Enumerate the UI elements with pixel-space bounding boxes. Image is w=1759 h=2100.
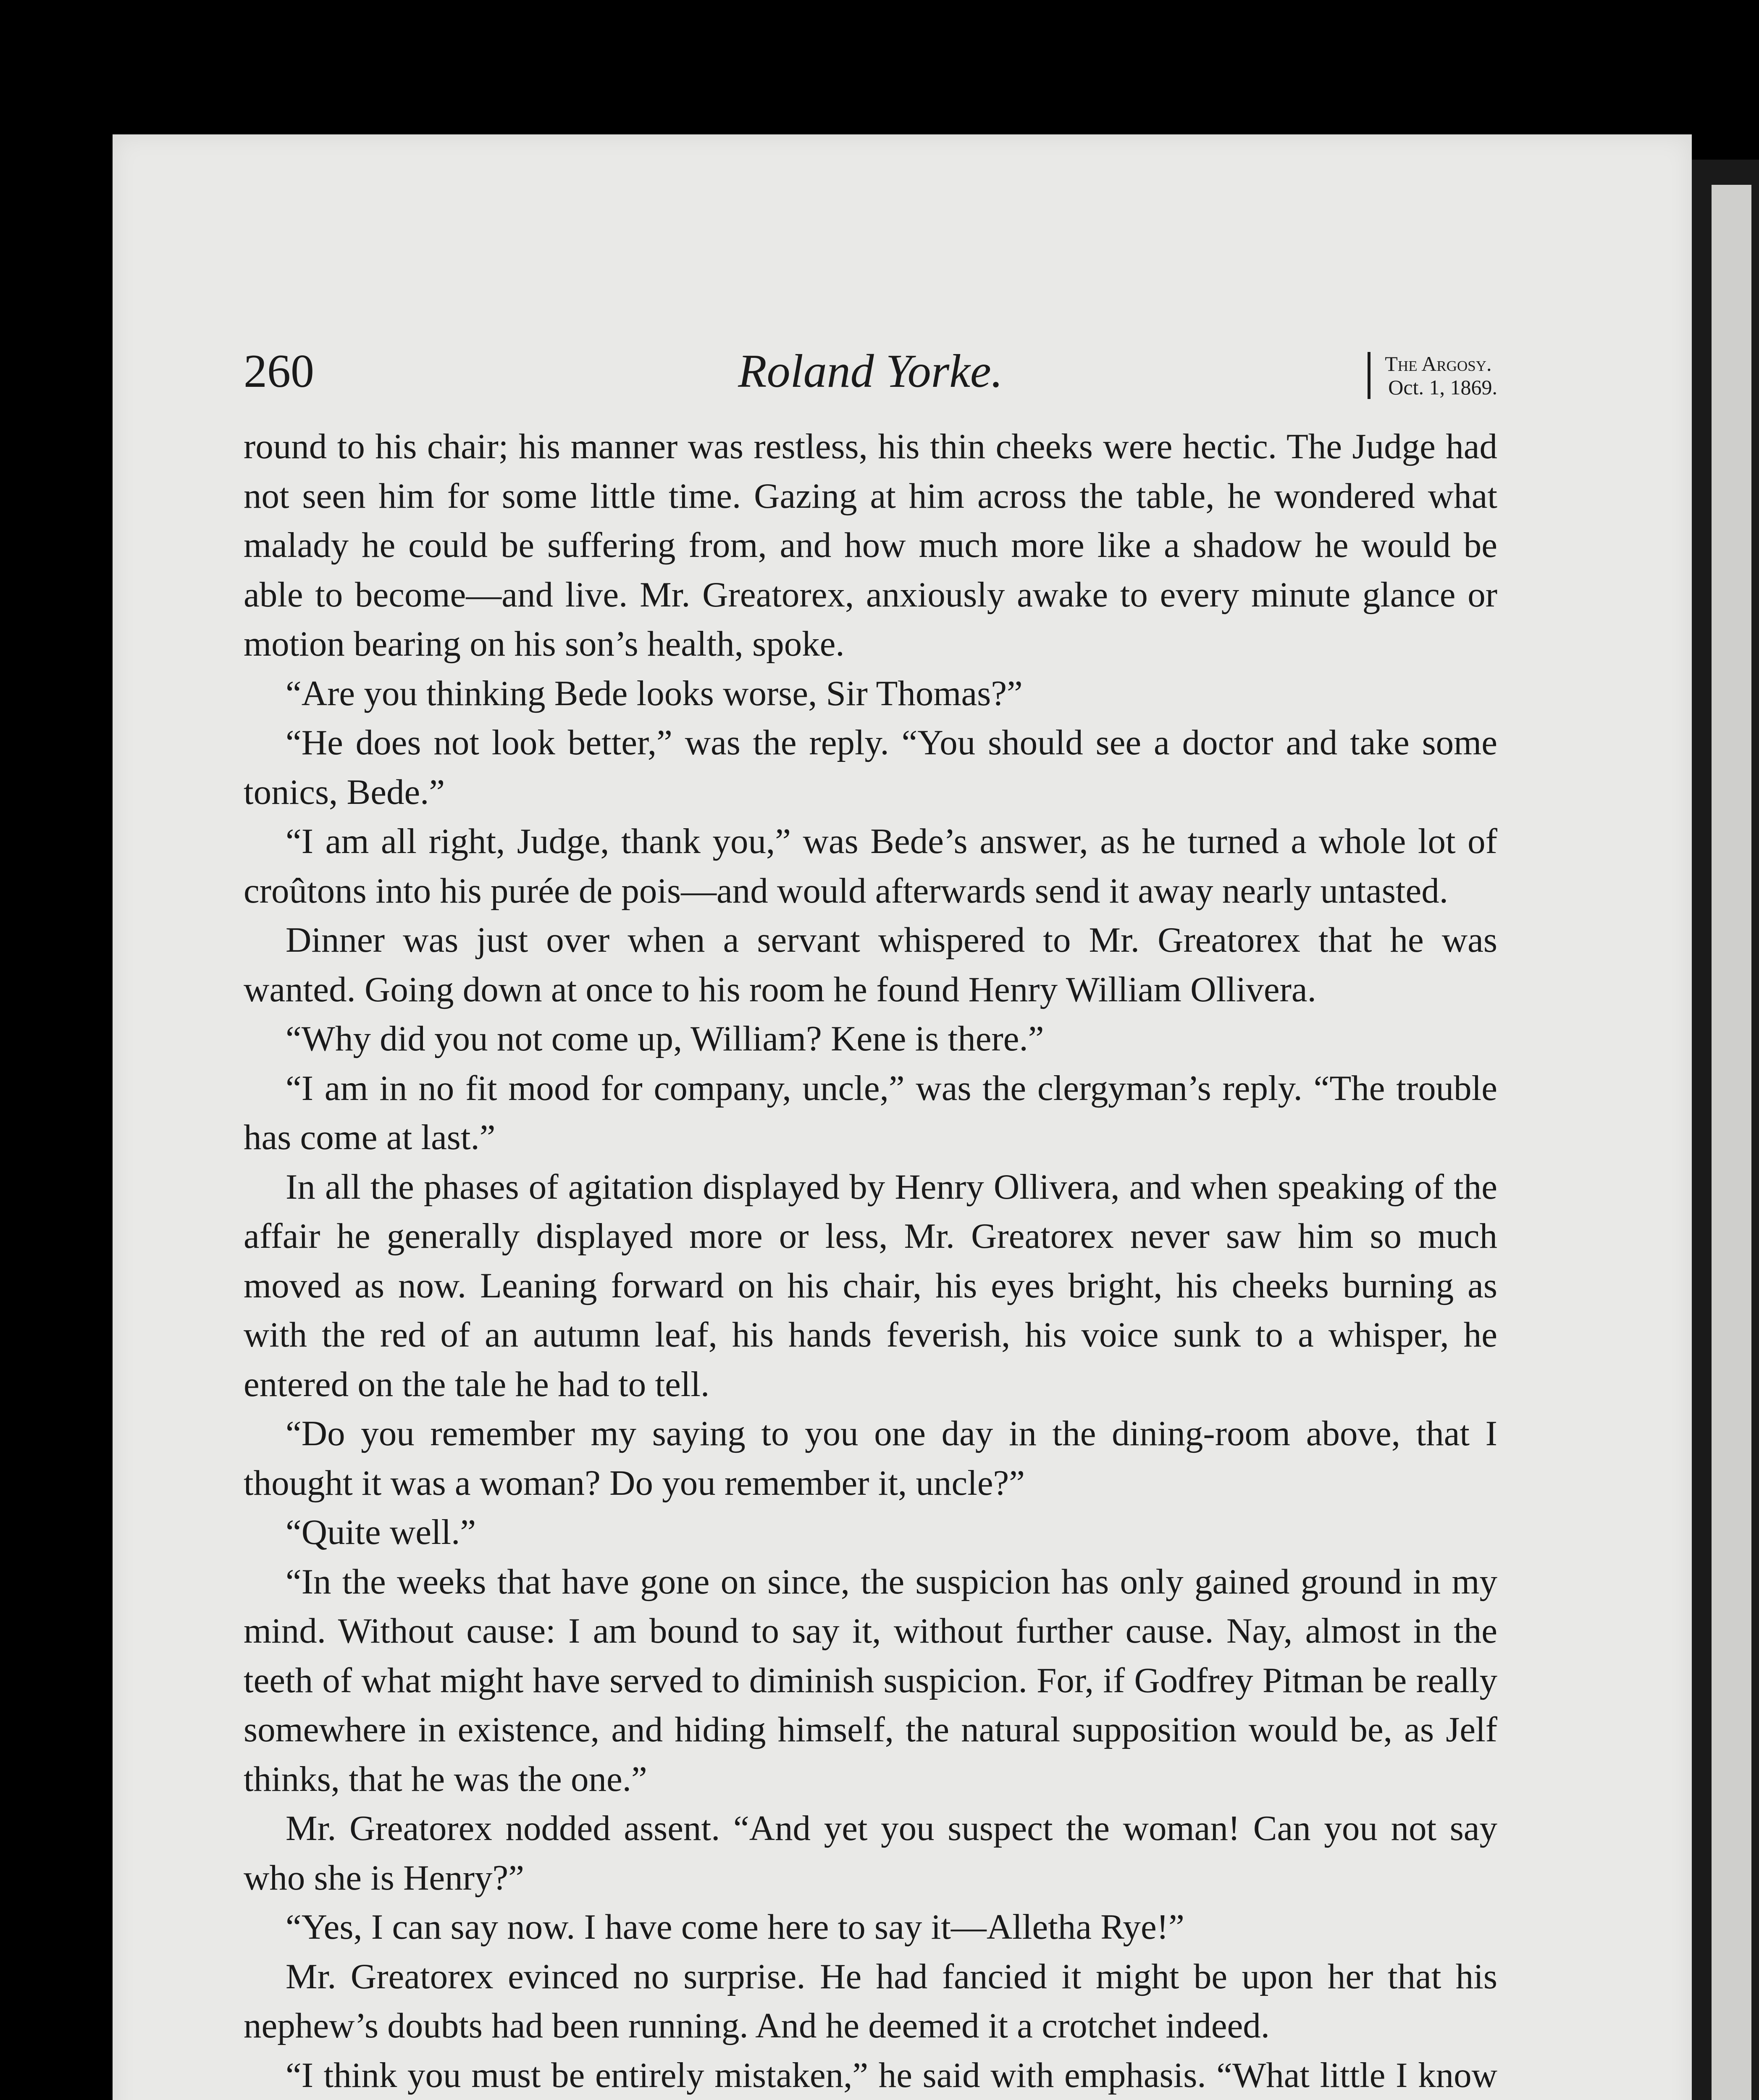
- page-number: 260: [244, 345, 314, 397]
- page-header: [244, 344, 1497, 403]
- paragraph: Mr. Greatorex evinced no surprise. He had fancied it might be upon her that his nephew’s doubts had been running. And he deemed it a crotchet indeed.: [244, 1956, 1497, 2045]
- paragraph: “I am all right, Judge, thank you,” was Bede’s answer, as he turned a whole lot of croûtons into his purée de pois—and would afterwards send it away nearly untasted.: [244, 822, 1497, 911]
- paragraph: Mr. Greatorex nodded assent. “And yet you suspect the woman! Can you not say who she is Henry?”: [244, 1809, 1497, 1898]
- paragraph: In all the phases of agitation displayed by Henry Ollivera, and when speaking of the affair he generally displayed more or less, Mr. Greatorex never saw him so much moved as now. Leaning forward on his chair, his eyes bright, his cheeks burning as with the red of an autumn leaf, his hands feverish, his voice sunk to a whisper, he entered on the tale he had to tell.: [244, 1167, 1497, 1404]
- paragraph: “I think you must be entirely mistaken,” he said with emphasis. “What little I know: [286, 2055, 1497, 2095]
- paragraph: “He does not look better,” was the reply. “You should see a doctor and take some tonics, Bede.”: [244, 723, 1497, 812]
- paragraph: round to his chair; his manner was restless, his thin cheeks were hectic. The Judge had not seen him for some little time. Gazing at him across the table, he wondered what malady he could be suffering from, and how much more like a shadow he would be able to become—and live. Mr. Greatorex, anxiously awake to every minute glance or motion bearing on his son’s health, spoke.: [244, 427, 1497, 664]
- paragraph: “In the weeks that have gone on since, the suspicion has only gained ground in my mind. Without cause: I am bound to say it, without further cause. Nay, almost in the teeth of what might have served to diminish suspicion. For, if Godfrey Pitman be really somewhere in existence, and hiding himself, the natural supposition would be, as Jelf thinks, that he was the one.”: [244, 1562, 1497, 1799]
- paragraph: “I am in no fit mood for company, uncle,” was the clergyman’s reply. “The trouble has come at last.”: [244, 1068, 1497, 1157]
- source-publication: The Argosy.: [1385, 352, 1492, 375]
- paragraph: “Do you remember my saying to you one day in the dining-room above, that I thought it was a woman? Do you remember it, uncle?”: [244, 1414, 1497, 1503]
- paragraph: “Quite well.”: [286, 1512, 476, 1552]
- paragraph: “Why did you not come up, William? Kene is there.”: [286, 1019, 1044, 1058]
- paragraph: “Are you thinking Bede looks worse, Sir Thomas?”: [286, 673, 1023, 713]
- source-note: [1368, 352, 1497, 399]
- source-date: Oct. 1, 1869.: [1388, 375, 1497, 399]
- paragraph: “Yes, I can say now. I have come here to say it—Alletha Rye!”: [286, 1907, 1184, 1947]
- facing-page-sliver: [1712, 185, 1751, 2100]
- paragraph: Dinner was just over when a servant whispered to Mr. Greatorex that he was wanted. Going down at once to his room he found Henry William Ollivera.: [244, 920, 1497, 1009]
- body-text: [244, 422, 1497, 2100]
- running-title: Roland Yorke.: [738, 345, 1003, 397]
